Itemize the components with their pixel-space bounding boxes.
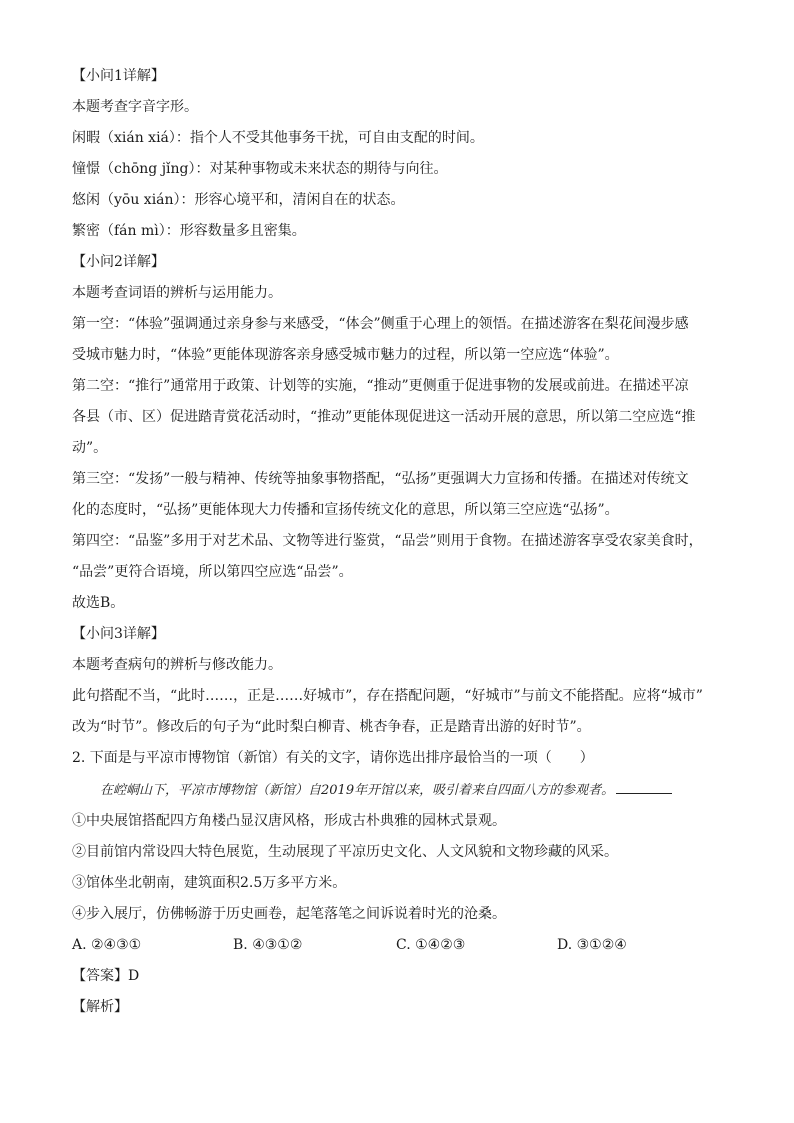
sub2-line: 受城市魅力时，“体验”更能体现游客亲身感受城市魅力的过程，所以第一空应选“体验”。	[72, 347, 619, 363]
sub1-item: 憧憬（chōng jǐng）：对某种事物或未来状态的期待与向往。	[72, 161, 448, 177]
sentence-4: ④步入展厅，仿佛畅游于历史画卷，起笔落笔之间诉说着时光的沧桑。	[72, 906, 506, 922]
option-b: B. ④③①②	[233, 937, 303, 953]
answer-blank	[616, 781, 672, 794]
sub3-intro: 本题考查病句的辨析与修改能力。	[72, 657, 282, 673]
sub2-line: 各县（市、区）促进踏青赏花活动时，“推动”更能体现促进这一活动开展的意思，所以第二空应选“推	[72, 409, 696, 425]
sub2-line: 第四空：“品鉴”多用于对艺术品、文物等进行鉴赏，“品尝”则用于食物。在描述游客享受农家美食时，	[72, 533, 703, 549]
option-c: C. ①④②③	[396, 937, 466, 953]
question-2-lead: 在崆峒山下，平凉市博物馆（新馆）自2019年开馆以来，吸引着来自四面八方的参观者。	[100, 783, 615, 798]
sub1-item: 悠闲（yōu xián）：形容心境平和，清闲自在的状态。	[72, 192, 405, 208]
sub2-line: 第三空：“发扬”一般与精神、传统等抽象事物搭配，“弘扬”更强调大力宣扬和传播。在描述对传统文	[72, 471, 689, 487]
sentence-1: ①中央展馆搭配四方角楼凸显汉唐风格，形成古朴典雅的园林式景观。	[72, 813, 506, 829]
sub1-intro: 本题考查字音字形。	[72, 99, 198, 115]
sub3-line: 改为“时节”。修改后的句子为“此时梨白柳青、桃杏争春，正是踏青出游的好时节”。	[72, 719, 591, 735]
question-2-stem: 2. 下面是与平凉市博物馆（新馆）有关的文字，请你选出排序最恰当的一项（ ）	[72, 750, 594, 766]
question-2-lead-line	[100, 780, 672, 801]
sub2-heading: 【小问2详解】	[72, 254, 165, 270]
sub2-conclusion: 故选B。	[72, 595, 125, 611]
sub3-heading: 【小问3详解】	[72, 626, 165, 642]
sub2-intro: 本题考查词语的辨析与运用能力。	[72, 285, 282, 301]
option-a: A. ②④③①	[72, 937, 142, 953]
sub3-line: 此句搭配不当，“此时……，正是……好城市”，存在搭配问题，“好城市”与前文不能搭配。应将“城市”	[72, 688, 703, 704]
analysis-heading: 【解析】	[72, 999, 128, 1015]
option-d: D. ③①②④	[557, 937, 627, 953]
sub2-line: 第二空：“推行”通常用于政策、计划等的实施，“推动”更侧重于促进事物的发展或前进。在描述平凉	[72, 378, 689, 394]
sub2-line: “品尝”更符合语境，所以第四空应选“品尝”。	[72, 564, 353, 580]
sub1-item: 繁密（fán mì）：形容数量多且密集。	[72, 223, 306, 239]
sub1-heading: 【小问1详解】	[72, 68, 165, 84]
sub2-line: 动”。	[72, 440, 108, 456]
sentence-3: ③馆体坐北朝南，建筑面积2.5万多平方米。	[72, 875, 347, 891]
sentence-2: ②目前馆内常设四大特色展览，生动展现了平凉历史文化、人文风貌和文物珍藏的风采。	[72, 844, 618, 860]
sub1-item: 闲暇（xián xiá）：指个人不受其他事务干扰，可自由支配的时间。	[72, 130, 484, 146]
sub2-line: 第一空：“体验”强调通过亲身参与来感受，“体会”侧重于心理上的领悟。在描述游客在梨花间漫步感	[72, 316, 689, 332]
answer-line: 【答案】D	[72, 968, 140, 984]
sub2-line: 化的态度时，“弘扬”更能体现大力传播和宣扬传统文化的意思，所以第三空应选“弘扬”。	[72, 502, 619, 518]
